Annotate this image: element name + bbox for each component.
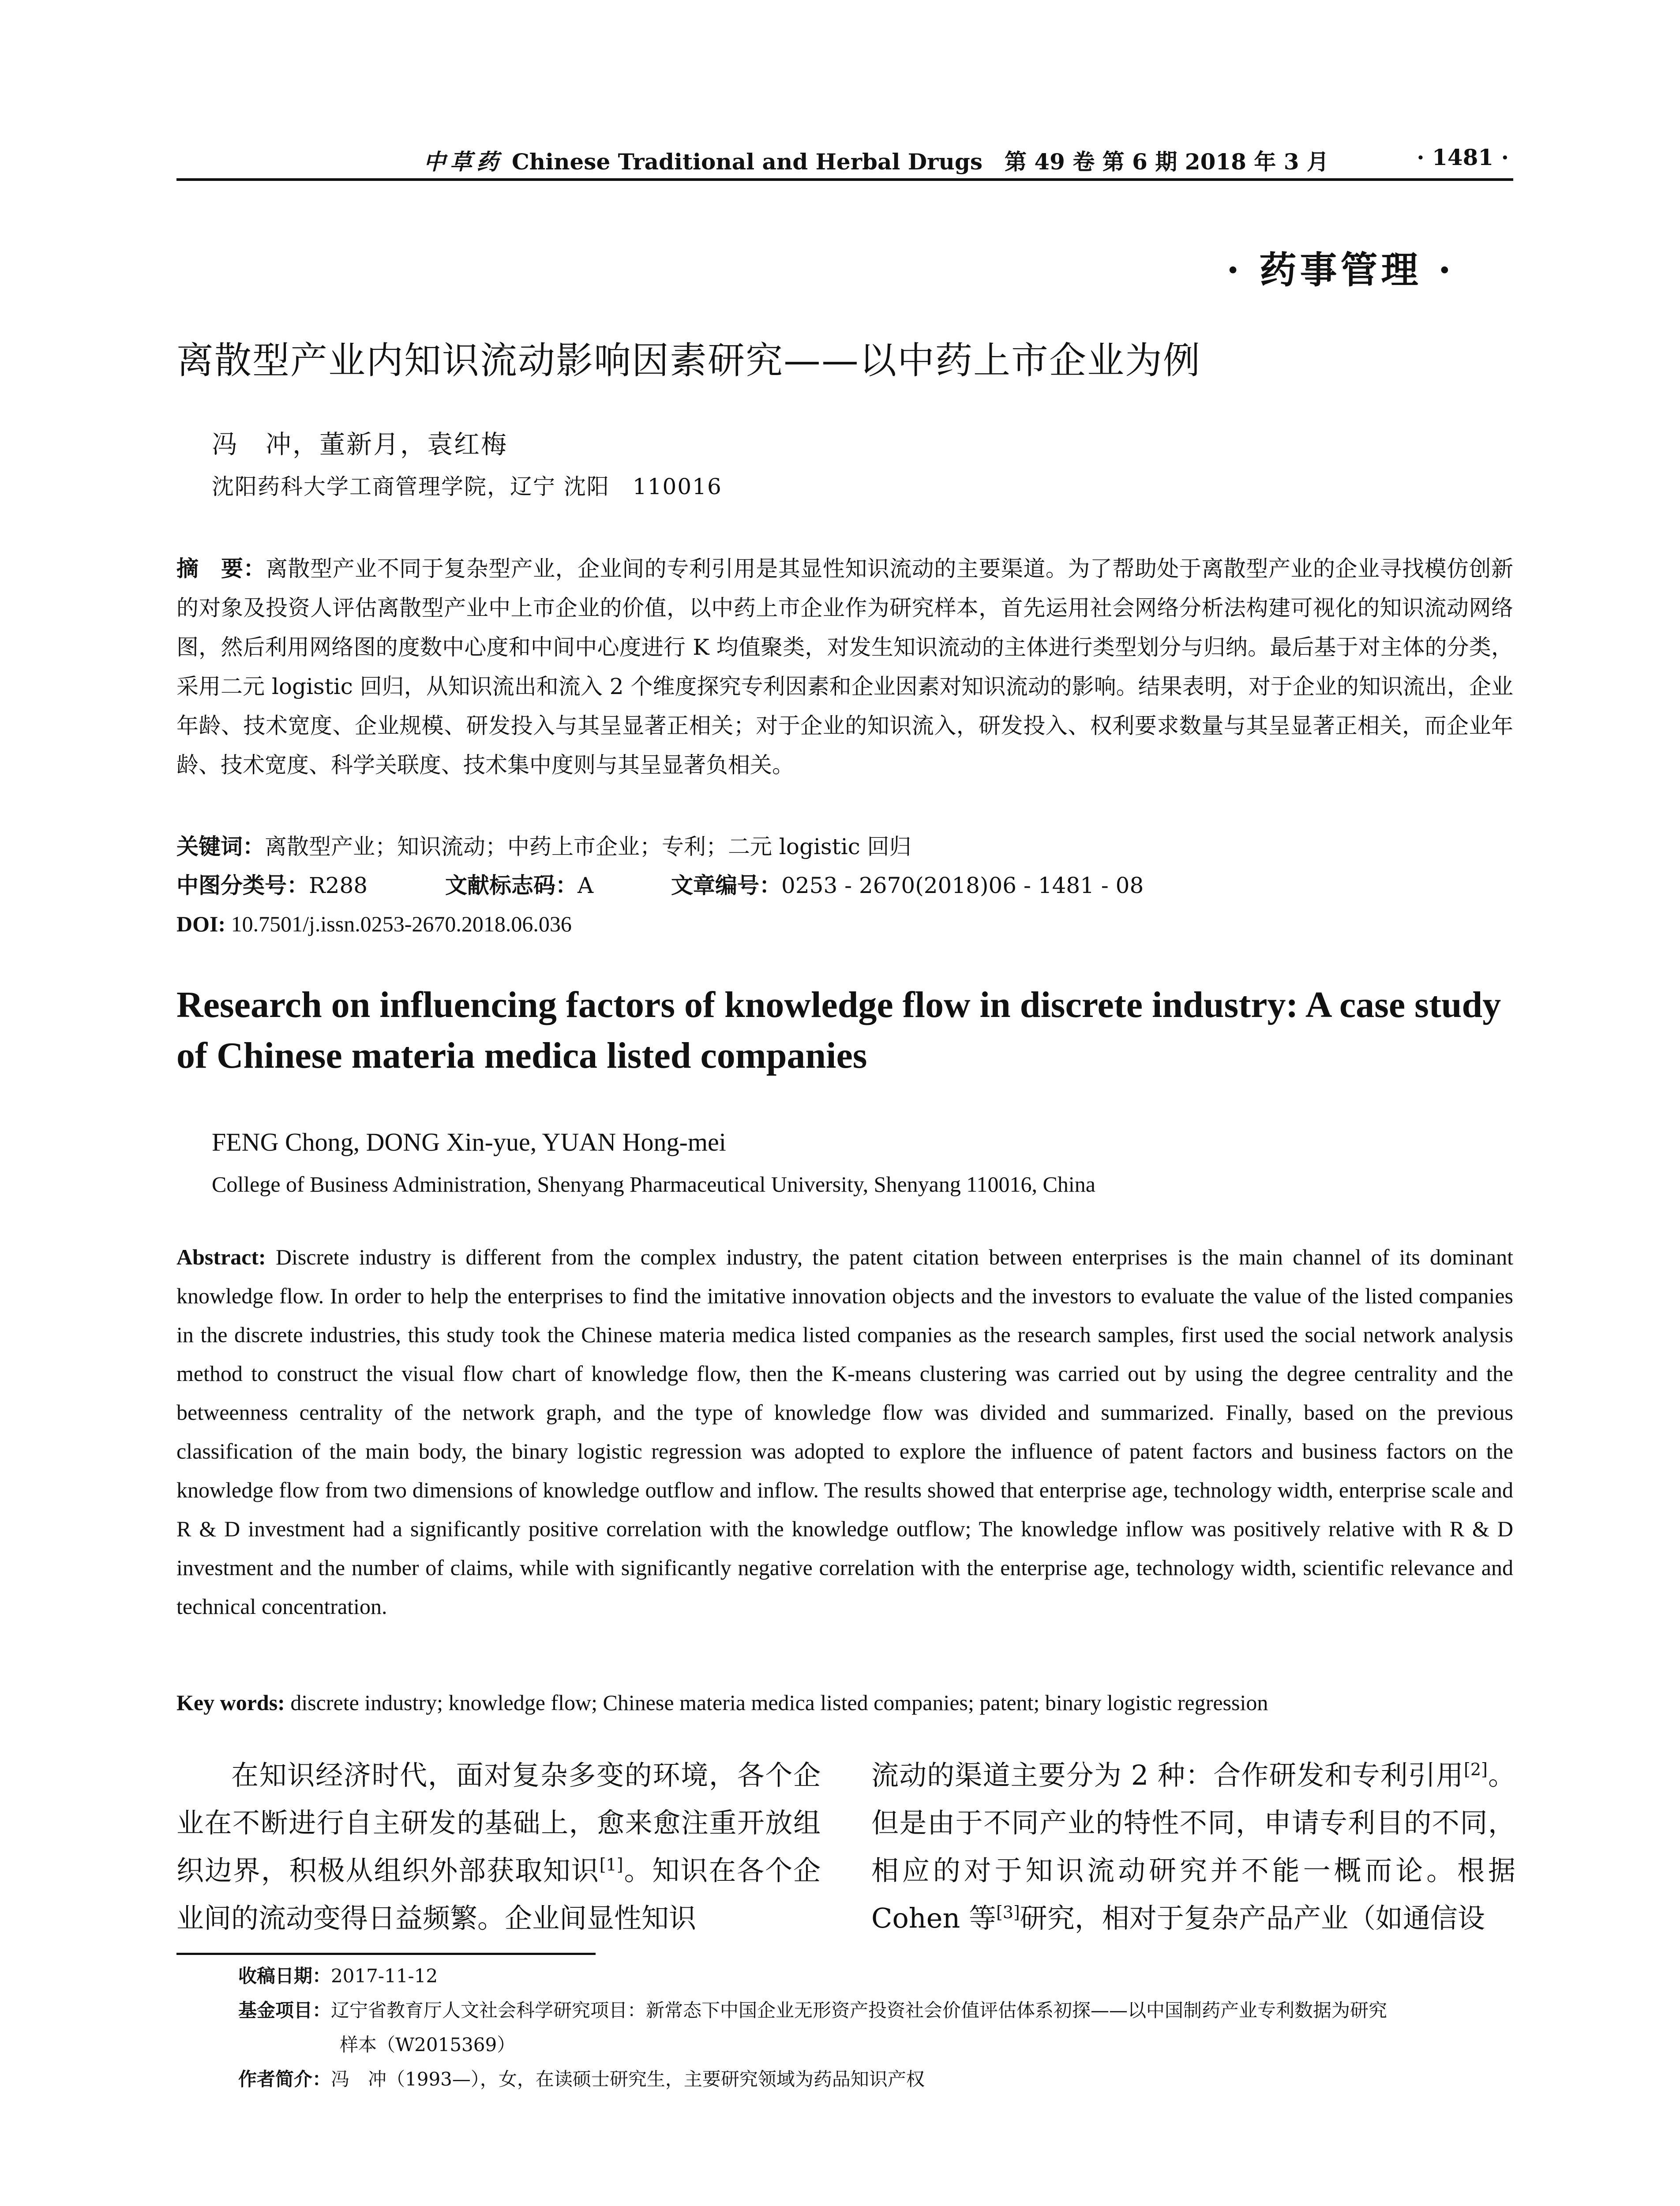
- page-number: · 1481 ·: [1417, 144, 1509, 170]
- english-authors: FENG Chong, DONG Xin-yue, YUAN Hong-mei: [212, 1128, 726, 1156]
- reference-1[interactable]: [1]: [599, 1855, 623, 1875]
- body-column-right: 流动的渠道主要分为 2 种：合作研发和专利引用[2]。但是由于不同产业的特性不同，申请专利目的不同，相应的对于知识流动研究并不能一概而论。根据 Cohen 等[3]研究，相对于复杂产品产业（如通信设: [871, 1759, 1515, 1934]
- english-keywords-label: Key words:: [176, 1690, 285, 1715]
- running-header: [176, 142, 1513, 177]
- section-tag: · 药事管理 ·: [1226, 248, 1455, 292]
- article-number: 文章编号：0253 - 2670(2018)06 - 1481 - 08: [671, 873, 1144, 898]
- english-abstract-label: Abstract:: [176, 1245, 266, 1269]
- chinese-keywords-text: 离散型产业；知识流动；中药上市企业；专利；二元 logistic 回归: [265, 834, 911, 859]
- body-column-left: 在知识经济时代，面对复杂多变的环境，各个企业在不断进行自主研发的基础上，愈来愈注重开放组织边界，积极从组织外部获取知识[1]。知识在各个企业间的流动变得日益频繁。企业间显性知识: [176, 1759, 821, 1934]
- reference-2[interactable]: [2]: [1464, 1760, 1488, 1779]
- chinese-title: 离散型产业内知识流动影响因素研究——以中药上市企业为例: [176, 339, 1201, 382]
- document-code: 文献标志码：A: [445, 873, 594, 898]
- journal-logo: 中草药: [424, 149, 503, 175]
- doi-line: [176, 904, 1513, 944]
- footnotes: [238, 1959, 1518, 2097]
- chinese-keywords-label: 关键词：: [176, 834, 265, 859]
- header-rule: [176, 178, 1513, 181]
- chinese-affiliation: 沈阳药科大学工商管理学院，辽宁 沈阳 110016: [212, 474, 722, 499]
- english-title: Research on influencing factors of knowledge flow in discrete industry: A case study of Chinese materia medica listed companies: [176, 984, 1501, 1076]
- english-keywords-text: discrete industry; knowledge flow; Chinese materia medica listed companies; patent; binary logistic regression: [290, 1690, 1268, 1715]
- chinese-abstract-label: 摘 要：: [176, 556, 266, 582]
- footnote-rule: [176, 1953, 596, 1955]
- english-keywords: [176, 1683, 1513, 1722]
- fund-project-continued: 样本（W2015369）: [340, 2034, 516, 2056]
- doi-label: DOI:: [176, 912, 226, 936]
- reference-3[interactable]: [3]: [996, 1902, 1020, 1922]
- chinese-abstract-text: 离散型产业不同于复杂型产业，企业间的专利引用是其显性知识流动的主要渠道。为了帮助处于离散型产业的企业寻找模仿创新的对象及投资人评估离散型产业中上市企业的价值，以中药上市企业作为研究样本，首先运用社会网络分析法构建可视化的知识流动网络图，然后利用网络图的度数中心度和中间中心度进行 K 均值聚类，对发生知识流动的主体进行类型划分与归纳。最后基于对主体的分类，采用二元 logistic 回归，从知识流出和流入 2 个维度探究专利因素和企业因素对知识流动的影响。结果表明，对于企业的知识流出，企业年龄、技术宽度、企业规模、研发投入与其呈显著正相关；对于企业的知识流入，研发投入、权利要求数量与其呈显著正相关，而企业年龄、技术宽度、科学关联度、技术集中度则与其呈显著负相关。: [176, 556, 1514, 778]
- english-abstract: [176, 1238, 1513, 1626]
- journal-issue-line: Chinese Traditional and Herbal Drugs 第 49 卷 第 6 期 2018 年 3 月: [512, 149, 1329, 175]
- chinese-authors: 冯 冲，董新月，袁红梅: [212, 429, 508, 459]
- chinese-keywords: [176, 827, 1513, 867]
- english-affiliation: College of Business Administration, Shenyang Pharmaceutical University, Shenyang 110016, China: [212, 1172, 1095, 1197]
- doi-value: 10.7501/j.issn.0253-2670.2018.06.036: [231, 912, 572, 936]
- chinese-abstract: [176, 549, 1513, 785]
- author-bio: 作者简介：冯 冲（1993—），女，在读硕士研究生，主要研究领域为药品知识产权: [238, 2068, 925, 2090]
- received-date: 收稿日期：2017-11-12: [238, 1965, 438, 1987]
- fund-project: 基金项目：辽宁省教育厅人文社会科学研究项目：新常态下中国企业无形资产投资社会价值评估体系初探——以中国制药产业专利数据为研究: [238, 2000, 1388, 2021]
- clc-code: 中图分类号：R288: [176, 873, 368, 898]
- english-abstract-text: Discrete industry is different from the complex industry, the patent citation between enterprises is the main channel of its dominant knowledge flow. In order to help the enterprises to find the imitative innovation objects and the investors to evaluate the value of the listed companies in the discrete industries, this study took the Chinese materia medica listed companies as the research samples, first used the social network analysis method to construct the visual flow chart of knowledge flow, then the K-means clustering was carried out by using the degree centrality and the betweenness centrality of the network graph, and the type of knowledge flow was divided and summarized. Finally, based on the previous classification of the main body, the binary logistic regression was adopted to explore the influence of patent factors and business factors on the knowledge flow from two dimensions of knowledge outflow and inflow. The results showed that enterprise age, technology width, enterprise scale and R & D investment had a significantly positive correlation with the knowledge outflow; The knowledge inflow was positively relative with R & D investment and the number of claims, while with significantly negative correlation with the enterprise age, technology width, scientific relevance and technical concentration.: [176, 1245, 1513, 1619]
- classification-line: [176, 866, 1513, 905]
